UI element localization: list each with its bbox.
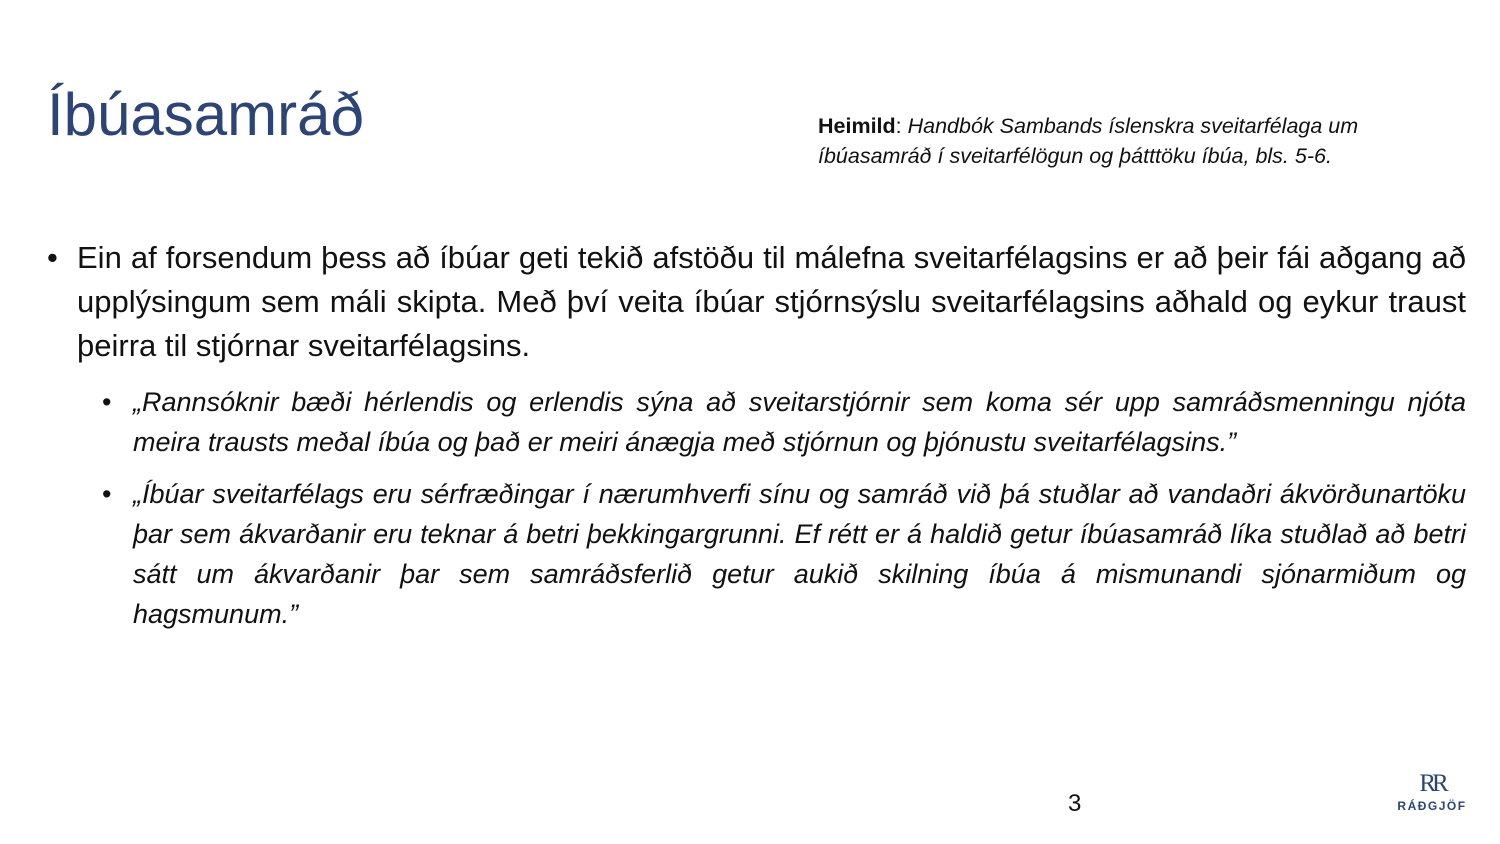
source-note — [818, 111, 1468, 171]
logo-text: RÁÐGJÖF — [1397, 799, 1467, 813]
main-bullet-text: Ein af forsendum þess að íbúar geti tekið afstöðu til málefna sveitarfélagsins er að þeir fái aðgang að upplýsingum sem máli skipta. Með því veita íbúar stjórnsýslu sveitarfélagsins aðhald og eykur traust þeirra til stjórnar sveitarfélagsins. — [77, 240, 1466, 363]
sub-bullet-list — [40, 382, 1466, 634]
source-separator: : — [895, 114, 908, 138]
bullet-dot: • — [102, 387, 112, 417]
slide-content — [40, 236, 1466, 646]
page-number: 3 — [1068, 790, 1082, 817]
logo-mark: RR — [1419, 770, 1445, 797]
sub-bullet-2 — [100, 474, 1466, 634]
source-text: Handbók Sambands íslenskra sveitarfélaga um íbúasamráð í sveitarfélögun og þátttöku íbúa, bls. 5-6. — [818, 114, 1359, 168]
bullet-dot: • — [47, 240, 58, 275]
company-logo — [1393, 770, 1471, 814]
sub-bullet-text: „Rannsóknir bæði hérlendis og erlendis sýna að sveitarstjórnir sem koma sér upp samráðsmenningu njóta meira trausts meðal íbúa og það er meiri ánægja með stjórnun og þjónustu sveitarfélagsins.” — [133, 387, 1466, 457]
sub-bullet-1 — [100, 382, 1466, 462]
source-label: Heimild — [818, 114, 896, 138]
sub-bullet-text: „Íbúar sveitarfélags eru sérfræðingar í nærumhverfi sínu og samráð við þá stuðlar að vandaðri ákvörðunartöku þar sem ákvarðanir eru teknar á betri þekkingargrunni. Ef rétt er á haldið getur íbúasamráð líka stuðlað að betri sátt um ákvarðanir þar sem samráðsferlið getur aukið skilning íbúa á mismunandi sjónarmiðum og hagsmunum.” — [133, 479, 1466, 629]
slide-title: Íbúasamráð — [47, 81, 364, 148]
bullet-dot: • — [102, 479, 112, 509]
main-bullet — [40, 236, 1466, 368]
